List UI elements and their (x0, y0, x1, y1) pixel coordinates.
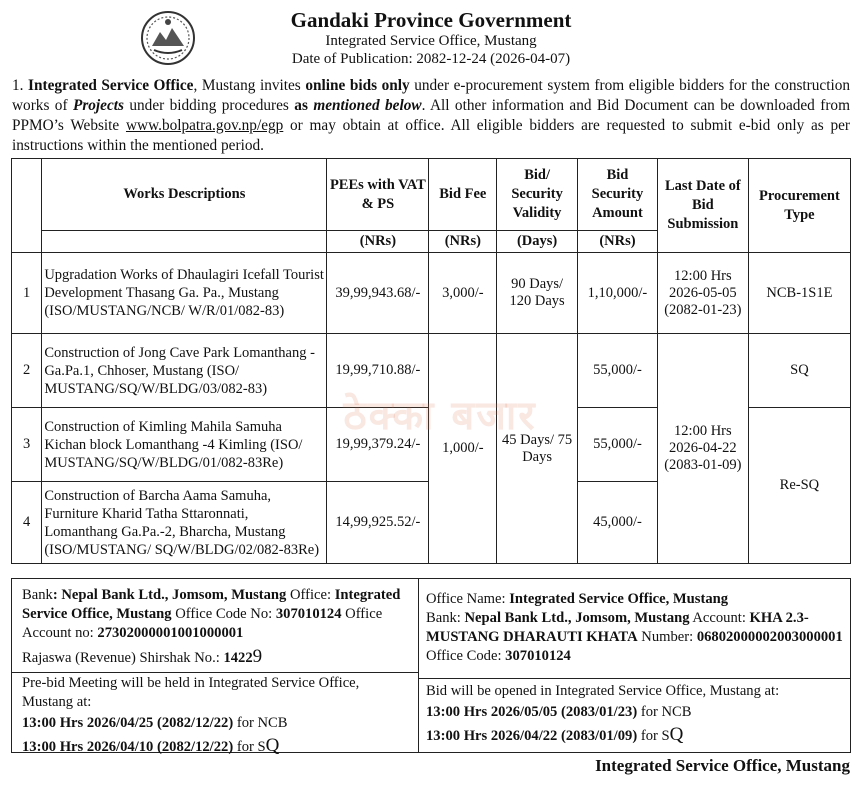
prebid-meeting (22, 674, 412, 757)
prebid-ncb-time: 13:00 Hrs 2026/04/25 (2082/12/22) (22, 715, 234, 731)
bids-table (11, 158, 851, 564)
header (0, 6, 862, 68)
row-desc: Construction of Kimling Mahila Samuha Kichan block Lomanthang -4 Kimling (ISO/ MUSTANG/SQ/W/BLDG/01/082-83Re) (42, 408, 327, 482)
header-works-unit (42, 231, 327, 253)
account-label: Account: (689, 610, 750, 626)
row-amount: 55,000/- (578, 334, 658, 408)
revenue-line (22, 647, 412, 668)
opening-ncb (426, 703, 846, 722)
ppmo-link[interactable]: www.bolpatra.gov.np/egp (125, 117, 284, 134)
row-pees: 39,99,943.68/- (327, 253, 429, 334)
intro-text: under e-procurement system from eligible bidders for the construction works of (12, 77, 851, 114)
intro-online-bids: online bids only (305, 77, 410, 94)
office-value: Integrated Service Office, Mustang (22, 587, 401, 622)
row-type: NCB-1S1E (748, 253, 850, 334)
government-title: Gandaki Province Government (290, 8, 572, 32)
intro-paragraph (12, 76, 850, 156)
office-code-value: 307010124 (505, 648, 571, 664)
office-name-value: Integrated Service Office, Mustang (509, 591, 729, 607)
intro-text: . All other information and Bid Document can be downloaded from PPMO’s Website (12, 97, 850, 134)
row-sn: 2 (12, 334, 42, 408)
unit-pees: (NRs) (327, 231, 429, 253)
office-code-label: Office Code: (426, 648, 506, 664)
unit-amount: (NRs) (578, 231, 658, 253)
row-desc: Construction of Jong Cave Park Lomanthang -Ga.Pa.1, Chhoser, Mustang (ISO/ MUSTANG/SQ/W/BLDG/03/082-83) (42, 334, 327, 408)
opening-ncb-time: 13:00 Hrs 2026/05/05 (2083/01/23) (426, 704, 638, 720)
office-code-value: 307010124 (275, 606, 342, 622)
bank-name: Nepal Bank Ltd., Jomsom, Mustang (464, 610, 690, 626)
row-pees: 19,99,379.24/- (327, 408, 429, 482)
number-label: Number: (637, 629, 697, 645)
row-fee: 3,000/- (429, 253, 497, 334)
bank-left (22, 586, 412, 668)
opening-sq (426, 725, 846, 746)
revenue-value: 1422 (223, 650, 253, 666)
prebid-sq (22, 736, 412, 757)
bid-opening (426, 682, 846, 746)
row-validity: 90 Days/ 120 Days (497, 253, 578, 334)
bank-right (426, 590, 846, 666)
intro-office: Integrated Service Office (28, 77, 194, 94)
header-works: Works Descriptions (42, 159, 327, 231)
opening-text: Bid will be opened in Integrated Service Office, Mustang at: (426, 683, 780, 699)
account-label: Office Account no: (22, 606, 383, 641)
office-name: Integrated Service Office, Mustang (325, 33, 537, 49)
header-validity: Bid/ Security Validity (497, 159, 578, 231)
row-type: SQ (748, 334, 850, 408)
row-pees: 14,99,925.52/- (327, 482, 429, 564)
row-validity-merged: 45 Days/ 75 Days (497, 334, 578, 564)
bank-name: : Nepal Bank Ltd., Jomsom, Mustang (52, 587, 287, 603)
intro-projects: Projects (72, 97, 124, 114)
office-label: Office: (286, 587, 335, 603)
header-fee: Bid Fee (429, 159, 497, 231)
prebid-ncb-label: for NCB (233, 715, 288, 731)
intro-text: , Mustang invites (193, 77, 306, 94)
row-sn: 3 (12, 408, 42, 482)
row-amount: 1,10,000/- (578, 253, 658, 334)
header-last-date: Last Date of Bid Submission (657, 159, 748, 253)
row-last-date-merged: 12:00 Hrs 2026-04-22 (2083-01-09) (657, 334, 748, 564)
opening-sq-label-q: Q (669, 724, 684, 745)
intro-text: or may obtain at office. All eligible bidders are requested to submit e-bid only as per instructions within the mentioned period. (12, 117, 850, 154)
header-type: Procurement Type (748, 159, 850, 253)
intro-text: under bidding procedures (123, 97, 295, 114)
footer-signature: Integrated Service Office, Mustang (595, 756, 850, 775)
header-sn (12, 159, 42, 253)
row-pees: 19,99,710.88/- (327, 334, 429, 408)
account-value: 27302000001001000001 (97, 625, 244, 641)
row-last-date: 12:00 Hrs 2026-05-05 (2082-01-23) (657, 253, 748, 334)
table-row (12, 334, 851, 408)
table-row (12, 253, 851, 334)
info-divider (418, 578, 419, 753)
revenue-value-last: 9 (252, 646, 263, 667)
opening-sq-label: for S (637, 728, 670, 744)
number-value: 06802000002003000001 (696, 629, 843, 645)
prebid-sq-label: for S (233, 739, 266, 755)
row-type-merged: Re-SQ (748, 408, 850, 564)
bank-label: Bank (22, 587, 53, 603)
header-pees: PEEs with VAT & PS (327, 159, 429, 231)
prebid-sq-label-q: Q (265, 735, 280, 756)
row-sn: 1 (12, 253, 42, 334)
row-fee-merged: 1,000/- (429, 334, 497, 564)
publication-date: Date of Publication: 2082-12-24 (2026-04-07) (291, 51, 571, 67)
unit-fee: (NRs) (429, 231, 497, 253)
row-sn: 4 (12, 482, 42, 564)
prebid-text: Pre-bid Meeting will be held in Integrated Service Office, Mustang at: (22, 675, 360, 710)
info-divider-right (418, 678, 851, 679)
office-name-label: Office Name: (426, 591, 510, 607)
office-code-label: Office Code No: (171, 606, 276, 622)
row-desc: Upgradation Works of Dhaulagiri Icefall Tourist Development Thasang Ga. Pa., Mustang (ISO/MUSTANG/NCB/ W/R/01/082-83) (42, 253, 327, 334)
intro-num: 1. (12, 77, 29, 94)
opening-sq-time: 13:00 Hrs 2026/04/22 (2083/01/09) (426, 728, 638, 744)
unit-validity: (Days) (497, 231, 578, 253)
intro-mentioned-below: mentioned below (313, 97, 422, 114)
prebid-sq-time: 13:00 Hrs 2026/04/10 (2082/12/22) (22, 739, 234, 755)
header-amount: Bid Security Amount (578, 159, 658, 231)
row-desc: Construction of Barcha Aama Samuha, Furniture Kharid Tatha Sttaronnati, Lomanthang Ga.Pa.-2, Bharcha, Mustang (ISO/MUSTANG/ SQ/W/BLDG/02/082-83Re) (42, 482, 327, 564)
row-amount: 55,000/- (578, 408, 658, 482)
bank-label: Bank: (426, 610, 465, 626)
row-amount: 45,000/- (578, 482, 658, 564)
opening-ncb-label: for NCB (637, 704, 692, 720)
account-value: KHA 2.3- MUSTANG DHARAUTI KHATA (426, 610, 809, 645)
intro-as: as (294, 97, 314, 114)
revenue-label: Rajaswa (Revenue) Shirshak No.: (22, 650, 224, 666)
prebid-ncb (22, 714, 412, 733)
watermark-logo: ठेक्का बजार (343, 393, 537, 439)
info-divider-left (11, 672, 419, 673)
